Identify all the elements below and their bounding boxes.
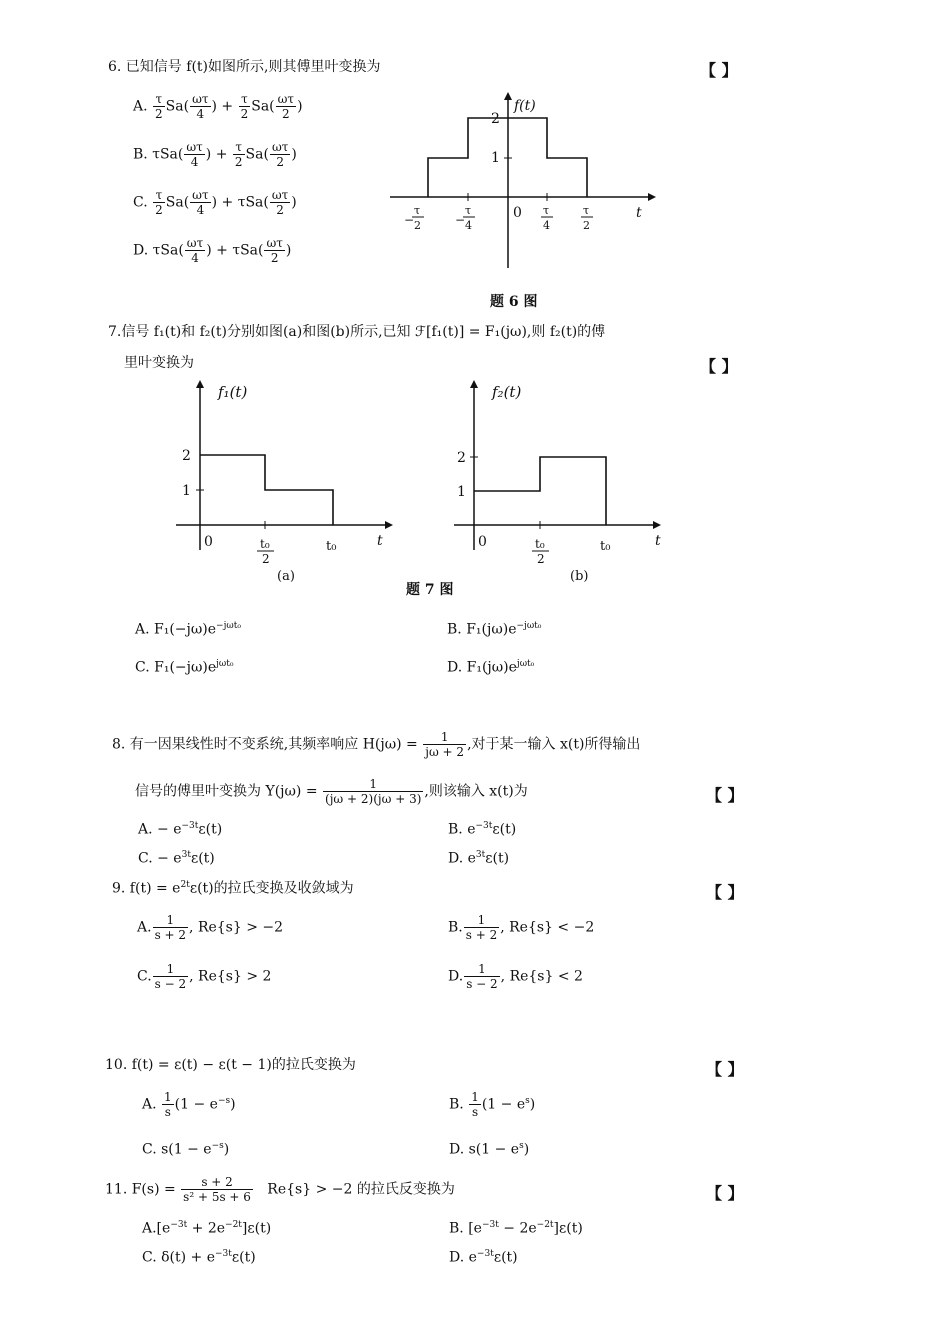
- q9-option-a[interactable]: A. $\frac{1}{s + 2}$ , Re{s} > −2: [137, 913, 284, 942]
- svg-text:2: 2: [583, 219, 590, 232]
- q7-stem: 7.信号 f₁(t)和 f₂(t)分别如图(a)和图(b)所示,已知 ℱ[f₁(t)] = F₁(jω),则 f₂(t)的傅: [108, 324, 606, 340]
- q11-option-c[interactable]: C. $\delta(t) + e^{-3t}\varepsilon(t)$: [142, 1249, 256, 1266]
- f2-y2: 2: [457, 450, 466, 466]
- q10-option-c[interactable]: C. $s(1 - e^{-s})$: [142, 1141, 230, 1158]
- q8-option-c[interactable]: C. − $e^{3t}\varepsilon(t)$: [138, 850, 215, 867]
- q8-option-d[interactable]: D. $e^{3t}\varepsilon(t)$: [448, 850, 510, 867]
- svg-text:τ: τ: [543, 204, 550, 217]
- q9-option-b[interactable]: B. $\frac{1}{s + 2}$ , Re{s} < −2: [448, 913, 595, 942]
- q11-option-b[interactable]: B. $[e^{-3t} - 2e^{-2t}]\varepsilon(t)$: [449, 1220, 583, 1237]
- x-label: t: [636, 205, 642, 221]
- q9-stem: 9. $f(t) = e^{2t}\varepsilon(t)$的拉氏变换及收敛域为: [112, 880, 354, 897]
- origin-label: 0: [513, 205, 522, 221]
- svg-text:τ: τ: [583, 204, 590, 217]
- q9-option-c[interactable]: C. $\frac{1}{s - 2}$ , Re{s} > 2: [137, 962, 272, 991]
- signal-f2: [474, 457, 606, 525]
- q7-option-b[interactable]: B. $F_1(j\omega)e^{-j\omega t_0}$: [447, 621, 542, 638]
- y-tick-2: 2: [491, 111, 500, 127]
- q8-answer-bracket[interactable]: 【 】: [706, 786, 744, 805]
- q6-option-b[interactable]: B. τSa( $\frac{\omega\tau}{4}$ ) + $\frac{\tau}{2}$ Sa( $\frac{\omega\tau}{2}$ ): [133, 140, 297, 169]
- fig-a-label: (a): [277, 569, 295, 584]
- q11-option-a[interactable]: $A.[e^{-3t} + 2e^{-2t}]\varepsilon(t)$: [142, 1220, 272, 1237]
- q7-caption: 题 7 图: [406, 582, 454, 598]
- q9-answer-bracket[interactable]: 【 】: [706, 883, 744, 902]
- f1-label: f₁(t): [218, 383, 248, 401]
- q7-option-c[interactable]: C. $F_1(-j\omega)e^{j\omega t_0}$: [135, 659, 234, 676]
- q9-option-d[interactable]: D. $\frac{1}{s - 2}$ , Re{s} < 2: [448, 962, 583, 991]
- f1-y1: 1: [182, 483, 191, 499]
- q11-answer-bracket[interactable]: 【 】: [706, 1184, 744, 1203]
- svg-text:−: −: [455, 213, 466, 227]
- q10-option-d[interactable]: D. $s(1 - e^s)$: [449, 1141, 530, 1158]
- q6-option-c[interactable]: C. $\frac{\tau}{2}$ Sa( $\frac{\omega\tau}{4}$ ) + τSa( $\frac{\omega\tau}{2}$ ): [133, 188, 297, 217]
- svg-text:τ: τ: [465, 204, 472, 217]
- q7-stem-line2: 里叶变换为: [124, 355, 194, 371]
- svg-text:−: −: [404, 213, 415, 227]
- q10-option-b[interactable]: B. $\frac{1}{s}$ $(1 - e^s)$: [449, 1090, 536, 1119]
- q8-option-b[interactable]: B. $e^{-3t}\varepsilon(t)$: [448, 821, 517, 838]
- f1-half-den: 2: [262, 552, 270, 566]
- f1-origin: 0: [204, 534, 213, 550]
- f1-y2: 2: [182, 448, 191, 464]
- f2-half-num: t₀: [535, 537, 545, 551]
- q7-answer-bracket[interactable]: 【 】: [700, 357, 738, 376]
- svg-text:2: 2: [414, 219, 421, 232]
- y-tick-1: 1: [491, 150, 500, 166]
- q7-option-a[interactable]: A. $F_1(-j\omega)e^{-j\omega t_0}$: [135, 621, 241, 638]
- q10-stem: 10. f(t) = ε(t) − ε(t − 1)的拉氏变换为: [105, 1057, 356, 1073]
- q7-option-d[interactable]: D. $F_1(j\omega)e^{j\omega t_0}$: [447, 659, 535, 676]
- f1-t0: t₀: [326, 539, 337, 554]
- q10-answer-bracket[interactable]: 【 】: [706, 1060, 744, 1079]
- q8-stem-line2: 信号的傅里叶变换为 Y(jω) = $\frac{1}{(j\omega + 2)(j\omega + 3)}$ ,则该输入 x(t)为: [135, 777, 528, 806]
- q6-answer-bracket[interactable]: 【 】: [700, 61, 738, 80]
- f2-xlabel: t: [655, 533, 661, 549]
- f2-y1: 1: [457, 484, 466, 500]
- q6-caption: 题 6 图: [490, 294, 538, 310]
- q6-option-a[interactable]: A. $\frac{\tau}{2}$ Sa( $\frac{\omega\tau}{4}$ ) + $\frac{\tau}{2}$ Sa( $\frac{\omega\tau}{2}$ ): [133, 92, 303, 121]
- svg-text:τ: τ: [414, 204, 421, 217]
- q7-figure-b: [454, 380, 661, 584]
- q6-option-d[interactable]: D. τSa( $\frac{\omega\tau}{4}$ ) + τSa( $\frac{\omega\tau}{2}$ ): [133, 236, 292, 265]
- q7-figure-a: [176, 380, 393, 584]
- q11-stem: 11. F(s) = $\frac{s + 2}{\text{s² + 5s + 6}}$ Re{s} > −2 的拉氏反变换为: [105, 1175, 455, 1204]
- f1-half-num: t₀: [260, 537, 270, 551]
- f2-origin: 0: [478, 534, 487, 550]
- svg-text:4: 4: [543, 219, 550, 232]
- q8-stem: 8. 有一因果线性时不变系统,其频率响应 H(jω) = $\frac{1}{j\omega + 2}$ ,对于某一输入 x(t)所得输出: [112, 730, 641, 759]
- svg-text:4: 4: [465, 219, 472, 232]
- f2-half-den: 2: [537, 552, 545, 566]
- f1-xlabel: t: [377, 533, 383, 549]
- q6-stem: 6. 已知信号 f(t)如图所示,则其傅里叶变换为: [108, 59, 381, 75]
- f2-label: f₂(t): [492, 383, 522, 401]
- fig-b-label: (b): [570, 569, 589, 584]
- f2-t0: t₀: [600, 539, 611, 554]
- q10-option-a[interactable]: A. $\frac{1}{s}$ $(1 - e^{-s})$: [142, 1090, 236, 1119]
- q8-option-a[interactable]: A. − $e^{-3t}\varepsilon(t)$: [138, 821, 223, 838]
- q11-option-d[interactable]: D. $e^{-3t}\varepsilon(t)$: [449, 1249, 518, 1266]
- y-label: f(t): [514, 98, 536, 114]
- signal-f1: [200, 455, 333, 525]
